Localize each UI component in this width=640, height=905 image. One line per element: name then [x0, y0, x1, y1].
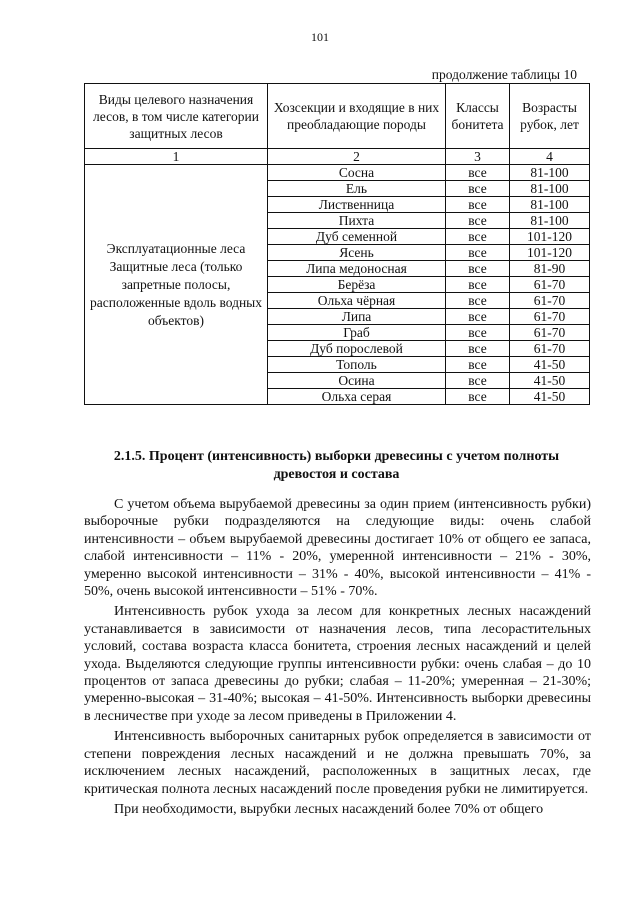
table-header-row	[85, 84, 590, 149]
column-number: 3	[446, 149, 510, 165]
section-heading: 2.1.5. Процент (интенсивность) выборки древесины с учетом полноты древостоя и состава	[113, 449, 560, 482]
cutting-age-cell: 41-50	[510, 389, 590, 405]
species-cell: Пихта	[268, 213, 446, 229]
forest-category-cell: Эксплуатационные леса Защитные леса (только запретные полосы, расположенные вдоль водных объектов)	[85, 165, 268, 405]
species-cell: Тополь	[268, 357, 446, 373]
site-class-cell: все	[446, 357, 510, 373]
species-cell: Дуб семенной	[268, 229, 446, 245]
species-cell: Сосна	[268, 165, 446, 181]
header-forest-purpose: Виды целевого назначения лесов, в том числе категории защитных лесов	[85, 84, 268, 149]
species-cell: Липа медоносная	[268, 261, 446, 277]
cutting-age-cell: 61-70	[510, 325, 590, 341]
site-class-cell: все	[446, 293, 510, 309]
paragraph: При необходимости, вырубки лесных насаждений более 70% от общего	[114, 801, 544, 817]
species-cell: Ель	[268, 181, 446, 197]
site-class-cell: все	[446, 325, 510, 341]
site-class-cell: все	[446, 181, 510, 197]
site-class-cell: все	[446, 341, 510, 357]
page-number: 101	[311, 30, 329, 44]
cutting-age-cell: 101-120	[510, 229, 590, 245]
column-number-row	[85, 149, 590, 165]
species-cell: Лиственница	[268, 197, 446, 213]
species-cell: Осина	[268, 373, 446, 389]
species-cell: Ольха чёрная	[268, 293, 446, 309]
species-cell: Липа	[268, 309, 446, 325]
column-number: 1	[85, 149, 268, 165]
paragraph: Интенсивность выборочных санитарных рубок определяется в зависимости от степени повреждения лесных насаждений и не должна превышать 70%, за исключением лесных насаждений, расположенных в защитных лесах, где критическая полнота лесных насаждений после проведения рубки не лимитируется.	[84, 729, 591, 797]
site-class-cell: все	[446, 261, 510, 277]
table-caption: продолжение таблицы 10	[431, 67, 577, 82]
cutting-age-cell: 81-100	[510, 197, 590, 213]
species-cell: Дуб порослевой	[268, 341, 446, 357]
header-cutting-age: Возрасты рубок, лет	[510, 84, 590, 149]
site-class-cell: все	[446, 277, 510, 293]
paragraph: С учетом объема вырубаемой древесины за один прием (интенсивность рубки) выборочные рубки подразделяются на следующие виды: очень слабой интенсивности – объем вырубаемой древесины достигает 10% от общего ее запаса, слабой интенсивности – 11% - 20%, умеренной интенсивности – 21% - 30%, умеренно высокой интенсивности – 31% - 40%, высокой интенсивности – 41% - 50%, очень высокой интенсивности – 51% - 70%.	[84, 497, 591, 600]
column-number: 4	[510, 149, 590, 165]
cutting-age-table	[84, 83, 590, 405]
cutting-age-cell: 81-100	[510, 165, 590, 181]
cutting-age-cell: 61-70	[510, 341, 590, 357]
cutting-age-cell: 61-70	[510, 293, 590, 309]
cutting-age-cell: 101-120	[510, 245, 590, 261]
site-class-cell: все	[446, 165, 510, 181]
cutting-age-cell: 81-90	[510, 261, 590, 277]
site-class-cell: все	[446, 245, 510, 261]
site-class-cell: все	[446, 229, 510, 245]
site-class-cell: все	[446, 213, 510, 229]
site-class-cell: все	[446, 389, 510, 405]
species-cell: Граб	[268, 325, 446, 341]
site-class-cell: все	[446, 309, 510, 325]
body-text	[84, 496, 591, 821]
cutting-age-cell: 61-70	[510, 309, 590, 325]
cutting-age-cell: 81-100	[510, 213, 590, 229]
header-site-class: Классы бонитета	[446, 84, 510, 149]
header-species: Хозсекции и входящие в них преобладающие породы	[268, 84, 446, 149]
cutting-age-cell: 41-50	[510, 373, 590, 389]
site-class-cell: все	[446, 373, 510, 389]
species-cell: Ольха серая	[268, 389, 446, 405]
column-number: 2	[268, 149, 446, 165]
site-class-cell: все	[446, 197, 510, 213]
species-cell: Берёза	[268, 277, 446, 293]
table-row	[85, 165, 590, 181]
cutting-age-cell: 61-70	[510, 277, 590, 293]
cutting-age-cell: 81-100	[510, 181, 590, 197]
cutting-age-cell: 41-50	[510, 357, 590, 373]
species-cell: Ясень	[268, 245, 446, 261]
paragraph: Интенсивность рубок ухода за лесом для конкретных лесных насаждений устанавливается в зависимости от назначения лесов, типа лесорастительных условий, состава возраста класса бонитета, строения лесных насаждений и целей ухода. Выделяются следующие группы интенсивности рубки: очень слабая – до 10 процентов от запаса древесины до рубки; слабая – 11-20%; умеренная – 21-30%; умеренно-высокая – 31-40%; высокая – 41-50%. Интенсивность выборки древесины в лесничестве при уходе за лесом приведены в Приложении 4.	[84, 604, 591, 724]
